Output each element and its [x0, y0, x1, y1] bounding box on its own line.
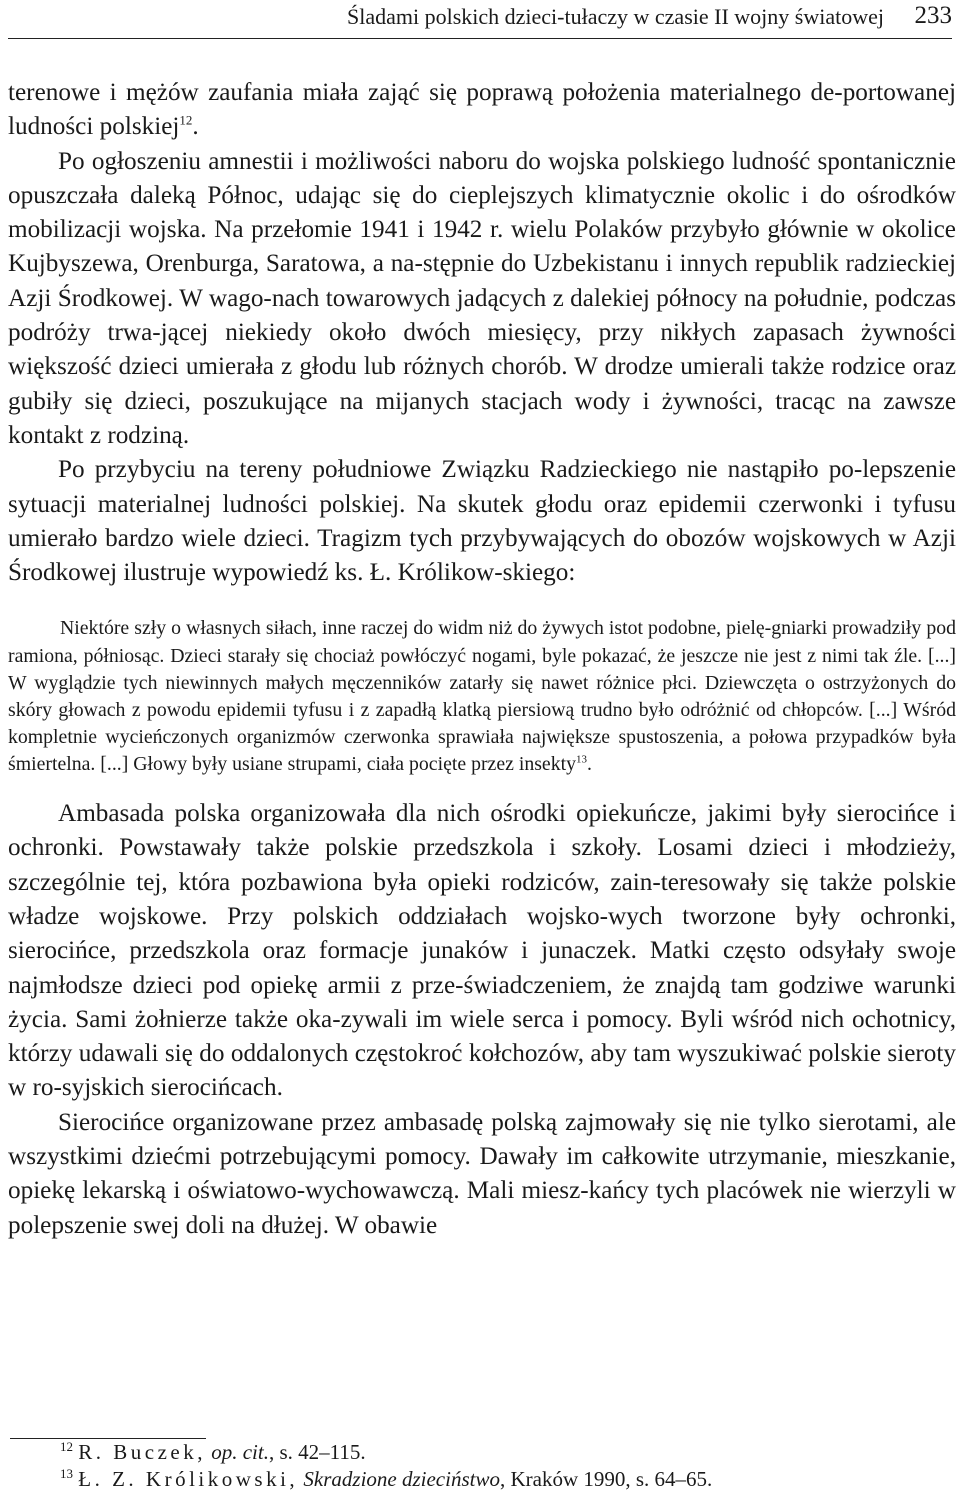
- running-title: Śladami polskich dzieci-tułaczy w czasie II wojny światowej: [347, 4, 884, 29]
- running-header: [8, 0, 952, 39]
- book-page: [8, 0, 956, 1491]
- footnote-12: [8, 1439, 952, 1466]
- paragraph-4: Ambasada polska organizowała dla nich ośrodki opiekuńcze, jakimi były sierocińce i ochronki. Powstawały także polskie przedszkola i szkoły. Losami dzieci i młodzieży, szczególnie tej, która pozbawiona była opieki rodziców, zain-teresowały się także polskie władze wojskowe. Przy polskich oddziałach wojsko-wych tworzone były ochronki, sierocińce, przedszkola oraz formacje junaków i junaczek. Matki często odsyłały swoje najmłodsze dzieci pod opiekę armii z prze-świadczeniem, że znajdą tam godziwe warunki życia. Sami żołnierze także oka-zywali im wiele serca i pomocy. Byli wśród nich ochotnicy, którzy udawali się do oddalonych częstokroć kołchozów, aby tam wyszukiwać polskie sieroty w ro-syjskich sierocińcach.: [8, 800, 956, 1102]
- footnote-number: 12: [60, 1439, 73, 1454]
- block-quote: [8, 615, 956, 778]
- page-number: 233: [914, 2, 952, 29]
- footnote-number: 13: [60, 1466, 73, 1481]
- quote-text: [8, 615, 956, 778]
- quote-end: .: [586, 752, 592, 775]
- footnote-rest: , Kraków 1990, s. 64–65.: [499, 1467, 713, 1491]
- footnote-ref-13: 13: [575, 753, 587, 766]
- paragraph-2: Po ogłoszeniu amnestii i możliwości naboru do wojska polskiego ludność spontanicznie opuszczała daleką Północ, udając się do cieplejszych klimatycznie okolic i do ośrodków mobilizacji wojska. Na przełomie 1941 i 1942 r. wielu Polaków przybyło głównie w okolice Kujbyszewa, Orenburga, Saratowa, a na-stępnie do Uzbekistanu i innych republik radzieckiej Azji Środkowej. W wago-nach towarowych jadących z dalekiej północy na południe, podczas podróży trwa-jącej niekiedy około dwóch miesięcy, przy nikłych zapasach żywności większość dzieci umierała z głodu lub różnych chorób. W drodze umierali także rodzice oraz gubiły się dzieci, poszukujące na mijanych stacjach wody i żywności, tracąc na zawsze kontakt z rodziną.: [8, 147, 956, 449]
- footnote-rest: , s. 42–115.: [268, 1440, 366, 1464]
- footnote-title: Skradzione dzieciństwo: [303, 1467, 500, 1491]
- paragraph-1-text: terenowe i mężów zaufania miała zająć się poprawą położenia materialnego de-portowanej ludności polskiej: [8, 79, 956, 141]
- paragraph-1: [8, 76, 956, 145]
- paragraph-1-end: .: [192, 113, 199, 141]
- quote-body: Niektóre szły o własnych siłach, inne raczej do widm niż do żywych istot podobne, pielę-gniarki prowadziły pod ramiona, półniosąc. Dzieci starały się chociaż powłóczyć nogami, byle pokazać, że jeszcze nie jest z nimi tak źle. [...] W wyglądzie tych niewinnych małych męczenników zatarły się nawet różnice płci. Dziewczęta o ostrzyżonych do skóry głowach z powodu epidemii tyfusu i z zapadłą klatką piersiową trudno było odróżnić od chłopców. [...] Wśród kompletnie wycieńczonych organizmów czerwonka sprawiała największe spustoszenia, a połowa przypadków była śmiertelna. [...] Głowy były usiane strupami, ciała pocięte przez insekty: [8, 617, 956, 775]
- footnote-13: [8, 1466, 952, 1493]
- paragraph-3: Po przybyciu na tereny południowe Związku Radzieckiego nie nastąpiło po-lepszenie sytuacji materialnej ludności polskiej. Na skutek głodu oraz epidemii czerwonki i tyfusu umierało bardzo wiele dzieci. Tragizm tych przybywających do obozów wojskowych w Azji Środkowej ilustruje wypowiedź ks. Ł. Królikow-skiego:: [8, 456, 956, 587]
- paragraph-5: Sierocińce organizowane przez ambasadę polską zajmowały się nie tylko sierotami, ale wszystkimi dziećmi potrzebującymi pomocy. Dawały im całkowite utrzymanie, mieszkanie, opiekę lekarską i oświatowo-wychowawczą. Mali miesz-kańcy tych placówek nie wierzyli w polepszenie swej doli na dłużej. W obawie: [8, 1108, 956, 1239]
- main-text: [8, 76, 956, 590]
- main-text-continued: [8, 797, 956, 1243]
- footnote-author: Ł. Z. Królikowski,: [78, 1467, 299, 1491]
- footnote-author: R. Buczek,: [78, 1440, 206, 1464]
- footnotes: [8, 1438, 952, 1493]
- footnote-ref-12: 12: [179, 112, 193, 128]
- footnote-title: op. cit.: [211, 1440, 269, 1464]
